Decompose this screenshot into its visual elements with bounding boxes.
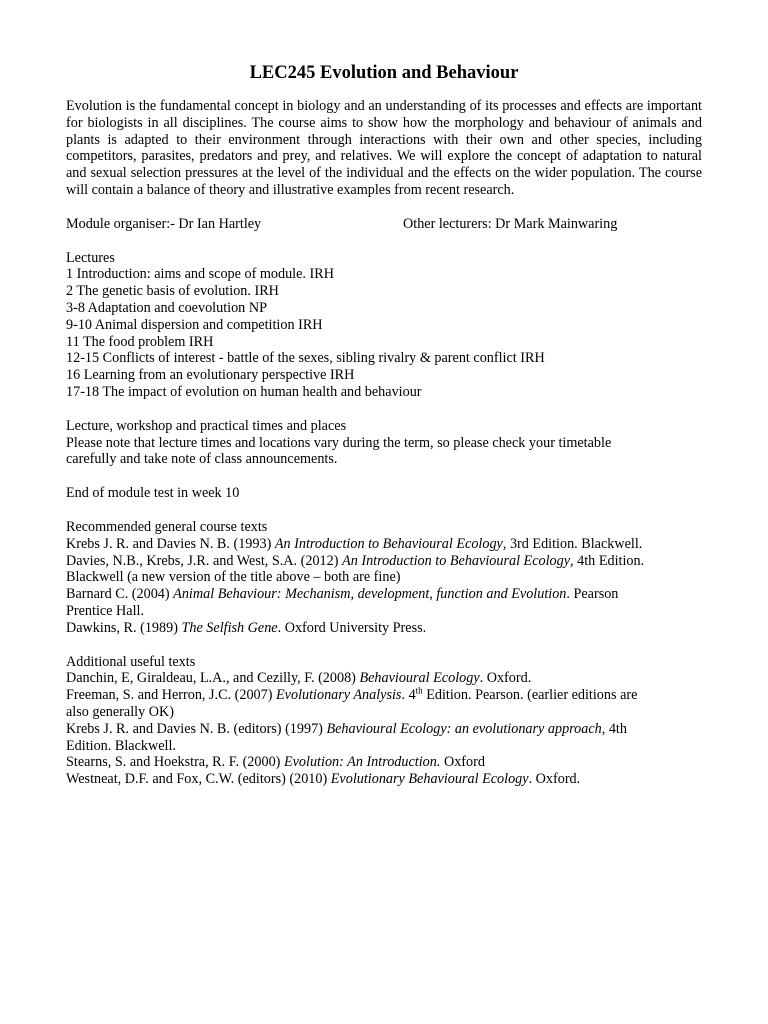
lectures-section (66, 250, 702, 401)
lectures-heading: Lectures (66, 249, 115, 266)
recommended-texts-section (66, 519, 702, 637)
intro-paragraph: Evolution is the fundamental concept in biology and an understanding of its processes and effects are important for biologists in all disciplines. The course aims to show how the morphology and behaviour of animals and plants is adapted to their environment through interactions with their own and other species, including competitors, parasites, predators and prey, and relatives. We will explore the concept of adaptation to natural and sexual selection pressures at the level of the individual and the effects on the wider population. The course will contain a balance of theory and illustrative examples from recent research. (66, 98, 702, 198)
reference-entry-continued: Prentice Hall. (66, 602, 145, 619)
reference-entry: Danchin, E, Giraldeau, L.A., and Cezilly, F. (2008) Behavioural Ecology. Oxford. (66, 670, 532, 687)
reference-entry: Krebs J. R. and Davies N. B. (1993) An Introduction to Behavioural Ecology, 3rd Edition. Blackwell. (66, 535, 643, 552)
reference-entry-continued: Edition. Blackwell. (66, 737, 176, 754)
additional-texts-section (66, 654, 702, 788)
reference-entry-continued: also generally OK) (66, 703, 174, 720)
reference-entry: Davies, N.B., Krebs, J.R. and West, S.A. (2012) An Introduction to Behavioural Ecology, 4th Edition. (66, 552, 645, 569)
reference-entry: Stearns, S. and Hoekstra, R. F. (2000) Evolution: An Introduction. Oxford (66, 754, 485, 771)
staff-row (66, 216, 702, 233)
times-note-line: carefully and take note of class announcements. (66, 451, 338, 468)
additional-heading: Additional useful texts (66, 653, 196, 670)
lecture-item: 17-18 The impact of evolution on human health and behaviour (66, 383, 422, 400)
test-note: End of module test in week 10 (66, 485, 240, 502)
reference-entry: Krebs J. R. and Davies N. B. (editors) (1997) Behavioural Ecology: an evolutionary approach, 4th (66, 720, 627, 737)
reference-entry: Dawkins, R. (1989) The Selfish Gene. Oxford University Press. (66, 619, 427, 636)
module-organiser: Module organiser:- Dr Ian Hartley (66, 215, 262, 232)
lecture-item: 1 Introduction: aims and scope of module. IRH (66, 266, 334, 283)
reference-entry: Freeman, S. and Herron, J.C. (2007) Evolutionary Analysis. 4th Edition. Pearson. (earlier editions are (66, 685, 638, 704)
times-heading: Lecture, workshop and practical times and places (66, 417, 347, 434)
reference-entry: Westneat, D.F. and Fox, C.W. (editors) (2010) Evolutionary Behavioural Ecology. Oxford. (66, 771, 581, 788)
times-note-line: Please note that lecture times and locations vary during the term, so please check your timetable (66, 434, 612, 451)
times-section (66, 418, 702, 468)
reference-entry-continued: Blackwell (a new version of the title above – both are fine) (66, 569, 401, 586)
lecture-item: 16 Learning from an evolutionary perspective IRH (66, 367, 355, 384)
page-title: LEC245 Evolution and Behaviour (249, 63, 519, 83)
recommended-heading: Recommended general course texts (66, 518, 268, 535)
lecture-item: 11 The food problem IRH (66, 333, 214, 350)
lecture-item: 9-10 Animal dispersion and competition IRH (66, 316, 323, 333)
other-lecturers: Other lecturers: Dr Mark Mainwaring (403, 215, 618, 232)
lecture-item: 2 The genetic basis of evolution. IRH (66, 283, 279, 300)
lecture-item: 12-15 Conflicts of interest - battle of the sexes, sibling rivalry & parent conflict IRH (66, 350, 545, 367)
test-section (66, 485, 702, 502)
module-description (66, 62, 702, 788)
lecture-item: 3-8 Adaptation and coevolution NP (66, 299, 267, 316)
reference-entry: Barnard C. (2004) Animal Behaviour: Mechanism, development, function and Evolution. Pearson (66, 586, 619, 603)
